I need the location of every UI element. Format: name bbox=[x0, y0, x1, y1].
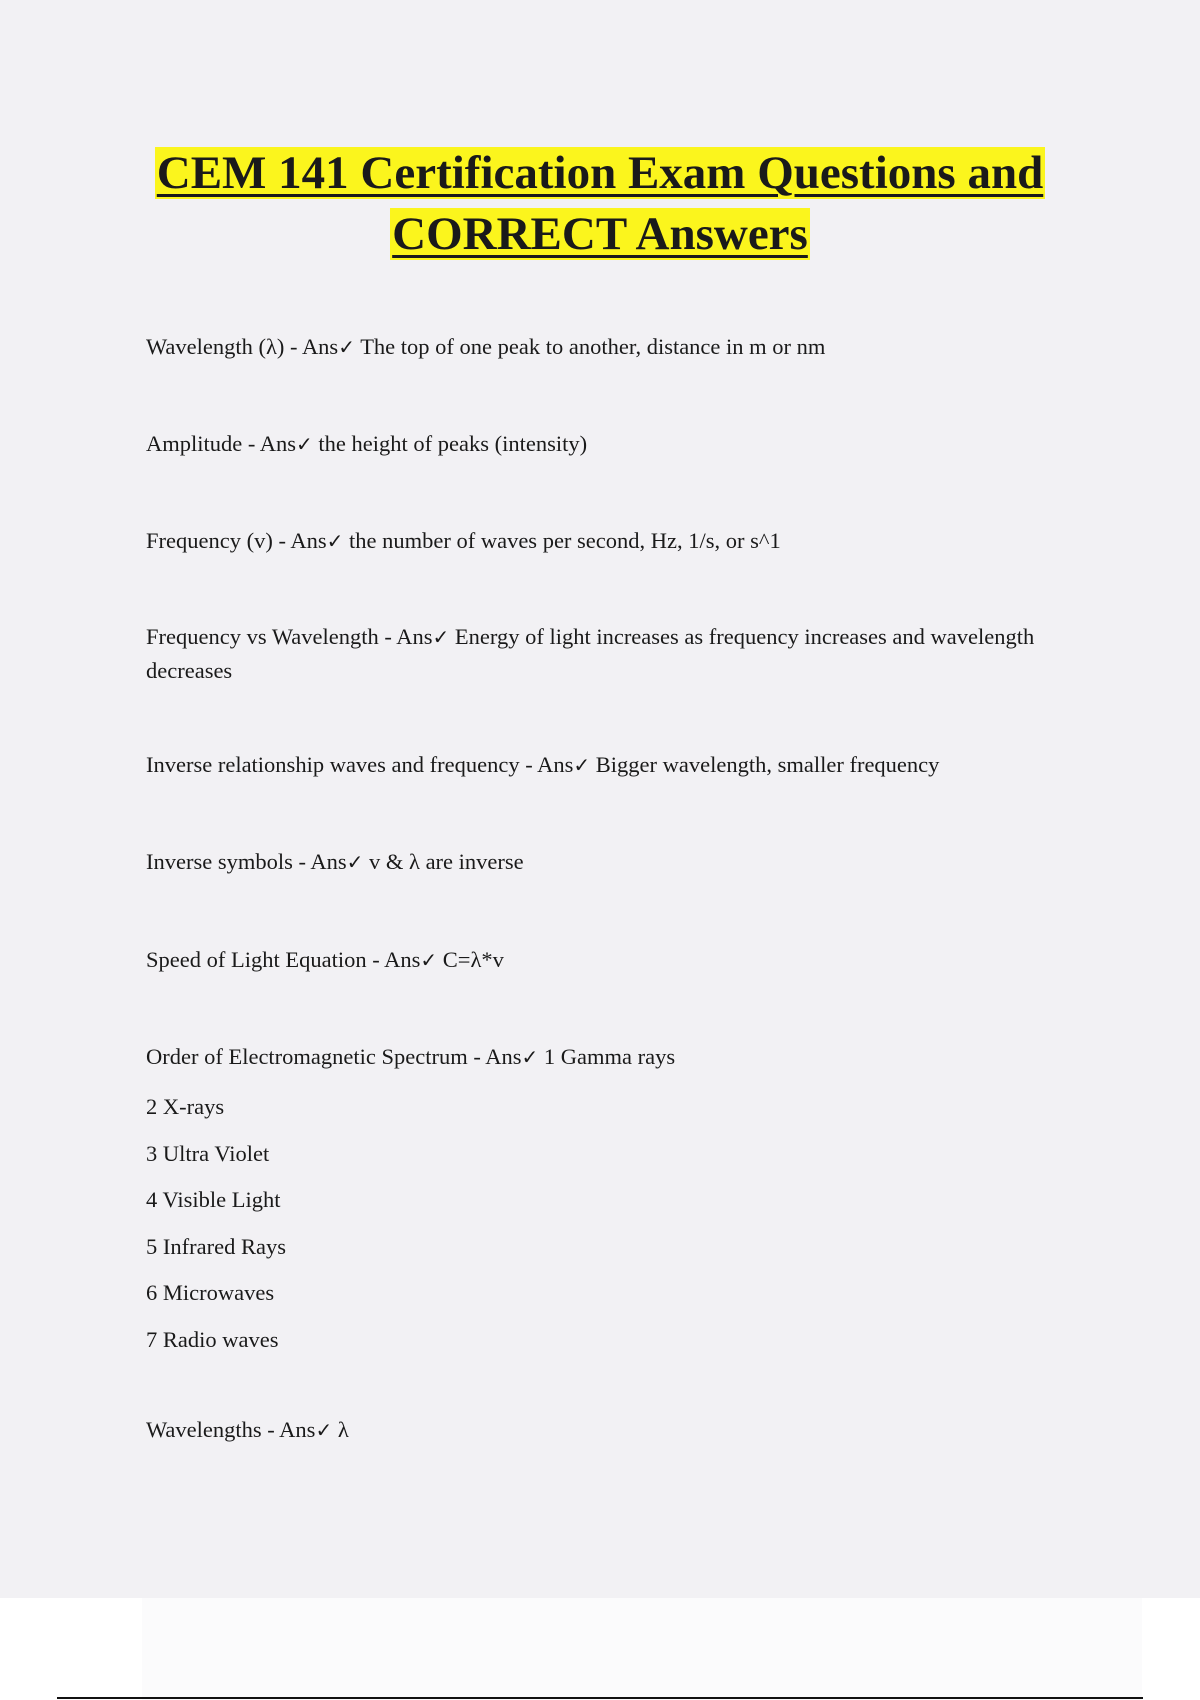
entry-term: Amplitude bbox=[146, 431, 243, 456]
answer-marker: Ans bbox=[485, 1044, 522, 1069]
qa-entry-speed-of-light: Speed of Light Equation - Ans✓ C=λ*v bbox=[146, 947, 504, 972]
entry-answer: v & λ are inverse bbox=[369, 849, 524, 874]
entry-term: Inverse symbols bbox=[146, 849, 293, 874]
title-line-2: CORRECT Answers bbox=[392, 208, 808, 260]
entry-answer: λ bbox=[337, 1417, 349, 1442]
list-item: 2 X-rays bbox=[146, 1094, 225, 1119]
qa-entry-wavelengths: Wavelengths - Ans✓ λ bbox=[146, 1417, 349, 1442]
spectrum-list bbox=[146, 1090, 286, 1369]
list-item: 4 Visible Light bbox=[146, 1187, 281, 1212]
qa-entry-inverse-symbols: Inverse symbols - Ans✓ v & λ are inverse bbox=[146, 849, 524, 874]
answer-marker: Ans bbox=[384, 947, 421, 972]
answer-marker: Ans bbox=[259, 431, 297, 456]
check-icon: ✓ bbox=[420, 948, 438, 972]
qa-entry-em-spectrum: Order of Electromagnetic Spectrum - Ans✓ 1 Gamma rays bbox=[146, 1044, 676, 1069]
check-icon: ✓ bbox=[521, 1045, 539, 1069]
qa-entry-frequency: Frequency (v) - Ans✓ the number of waves per second, Hz, 1/s, or s^1 bbox=[146, 528, 781, 553]
qa-entry-wavelength: Wavelength (λ) - Ans✓ The top of one peak to another, distance in m or nm bbox=[146, 334, 826, 359]
entry-answer: Bigger wavelength, smaller frequency bbox=[595, 752, 940, 777]
check-icon: ✓ bbox=[338, 335, 355, 359]
entry-answer: the height of peaks (intensity) bbox=[318, 431, 588, 456]
footer-divider bbox=[57, 1697, 1143, 1699]
entry-answer: 1 Gamma rays bbox=[543, 1044, 676, 1069]
check-icon: ✓ bbox=[296, 432, 313, 456]
check-icon: ✓ bbox=[573, 753, 591, 777]
check-icon: ✓ bbox=[432, 625, 450, 649]
list-item: 3 Ultra Violet bbox=[146, 1140, 270, 1166]
answer-marker: Ans bbox=[537, 752, 574, 777]
next-page-preview bbox=[142, 1598, 1142, 1700]
check-icon: ✓ bbox=[326, 529, 344, 553]
qa-entry-amplitude: Amplitude - Ans✓ the height of peaks (intensity) bbox=[146, 431, 588, 456]
list-item: 7 Radio waves bbox=[146, 1326, 279, 1352]
answer-marker: Ans bbox=[290, 528, 327, 553]
check-icon: ✓ bbox=[315, 1418, 333, 1442]
entry-answer: Energy of light increases as frequency increases and wavelength decreases bbox=[146, 624, 1035, 683]
qa-entry-inverse-relationship: Inverse relationship waves and frequency - Ans✓ Bigger wavelength, smaller frequency bbox=[146, 752, 940, 777]
answer-marker: Ans bbox=[279, 1417, 316, 1442]
check-icon: ✓ bbox=[346, 850, 364, 874]
page-title bbox=[0, 143, 1200, 265]
entry-answer: the number of waves per second, Hz, 1/s, or s^1 bbox=[349, 528, 781, 553]
entry-term: Wavelength (λ) bbox=[146, 334, 285, 359]
answer-marker: Ans bbox=[396, 624, 433, 649]
entry-answer: C=λ*v bbox=[442, 947, 504, 972]
title-line-1: CEM 141 Certification Exam Questions and bbox=[156, 147, 1044, 199]
entry-term: Order of Electromagnetic Spectrum bbox=[146, 1044, 468, 1069]
entry-term: Frequency vs Wavelength bbox=[146, 624, 379, 649]
entry-answer: The top of one peak to another, distance in m or nm bbox=[360, 334, 826, 359]
list-item: 6 Microwaves bbox=[146, 1280, 275, 1305]
qa-entry-frequency-vs-wavelength: Frequency vs Wavelength - Ans✓ Energy of light increases as frequency increases and wavelength decreases bbox=[146, 624, 1035, 683]
answer-marker: Ans bbox=[310, 849, 347, 874]
entry-term: Inverse relationship waves and frequency bbox=[146, 752, 520, 777]
entry-term: Frequency (v) bbox=[146, 528, 273, 553]
list-item: 5 Infrared Rays bbox=[146, 1233, 286, 1259]
entry-term: Wavelengths bbox=[146, 1417, 262, 1442]
answer-marker: Ans bbox=[301, 334, 339, 359]
entry-term: Speed of Light Equation bbox=[146, 947, 367, 972]
